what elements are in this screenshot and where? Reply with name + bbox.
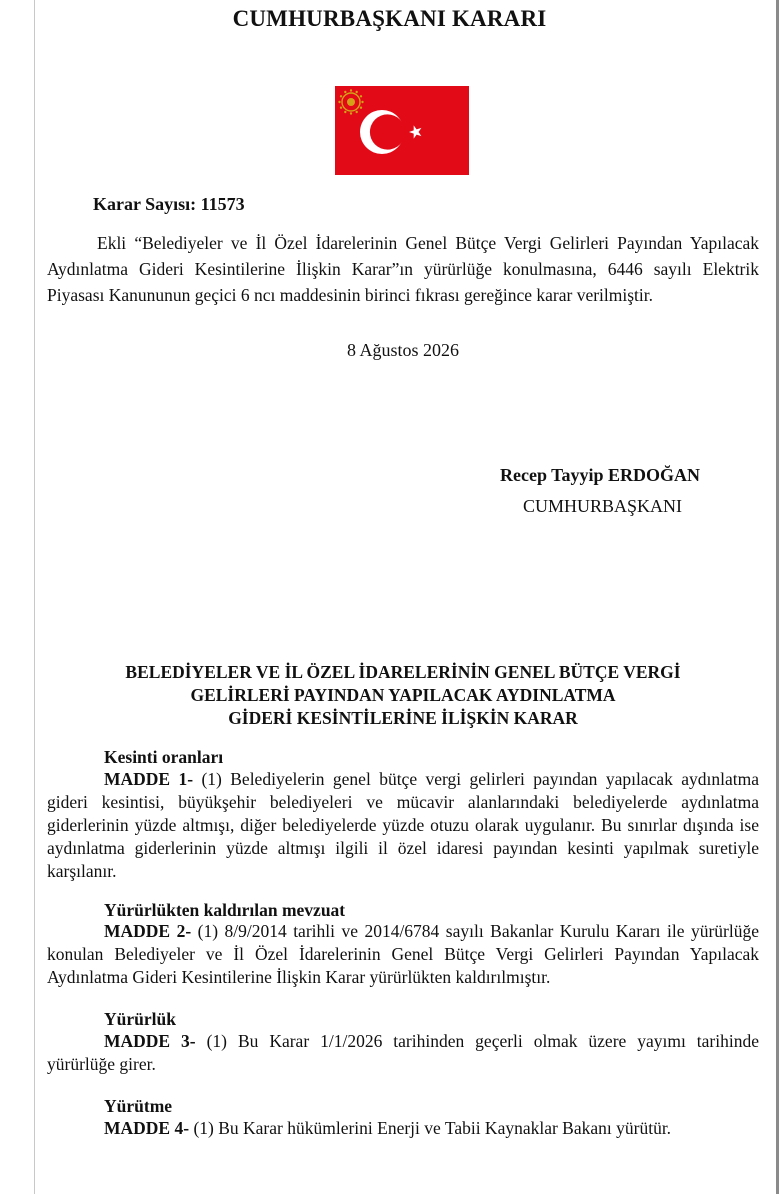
page-edge-left <box>34 0 35 1194</box>
article-text: (1) Belediyelerin genel bütçe vergi gelirleri payından yapılacak aydınlatma gideri kesintisi, büyükşehir belediyeleri ve mücavir alanlarındaki belediyelerde aydınlatma giderlerinin yüzde altmışı, diğer belediyelerde yüzde otuzu olarak uygulanır. Bu sınırlar dışında ise aydınlatma giderlerinin yüzde altmışı ilgili il özel idaresi payından kesinti yapılmak suretiyle karşılanır. <box>47 769 760 881</box>
article-heading: Kesinti oranları <box>104 747 224 767</box>
article-heading: Yürürlükten kaldırılan mevzuat <box>104 900 346 920</box>
article-body <box>47 920 759 989</box>
article-label: MADDE 3- <box>104 1031 196 1051</box>
decree-title-line: BELEDİYELER VE İL ÖZEL İDARELERİNİN GENEL BÜTÇE VERGİ <box>125 662 681 682</box>
decree-title-line: GELİRLERİ PAYINDAN YAPILACAK AYDINLATMA <box>190 685 616 705</box>
article-label: MADDE 4- <box>104 1118 190 1138</box>
document-title: CUMHURBAŞKANI KARARI <box>232 6 547 31</box>
article-body <box>47 1030 759 1076</box>
signatory-title: CUMHURBAŞKANI <box>523 496 683 516</box>
article-heading: Yürütme <box>104 1096 173 1116</box>
decree-title-line: GİDERİ KESİNTİLERİNE İLİŞKİN KARAR <box>228 708 578 728</box>
article-text: (1) Bu Karar 1/1/2026 tarihinden geçerli olmak üzere yayımı tarihinde yürürlüğe girer. <box>47 1031 759 1074</box>
article-body <box>47 768 759 883</box>
signatory-name: Recep Tayyip ERDOĞAN <box>500 465 701 485</box>
decree-title <box>0 661 779 730</box>
intro-paragraph: Ekli “Belediyeler ve İl Özel İdarelerinin Genel Bütçe Vergi Gelirleri Payından Yapılacak Aydınlatma Gideri Kesintilerine İlişkin Karar”ın yürürlüğe konulmasına, 6446 sayılı Elektrik Piyasası Kanununun geçici 6 ncı maddesinin birinci fıkrası gereğince karar verilmiştir. <box>47 233 759 305</box>
article-text: (1) Bu Karar hükümlerini Enerji ve Tabii Kaynaklar Bakanı yürütür. <box>189 1118 672 1138</box>
article-label: MADDE 1- <box>104 769 194 789</box>
article-text: (1) 8/9/2014 tarihli ve 2014/6784 sayılı Bakanlar Kurulu Kararı ile yürürlüğe konulan Belediyeler ve İl Özel İdarelerinin Genel Bütçe Vergi Gelirleri Payından Yapılacak Aydınlatma Gideri Kesintilerine İlişkin Karar yürürlükten kaldırılmıştır. <box>47 921 759 987</box>
decision-date: 8 Ağustos 2026 <box>346 340 460 360</box>
turkish-flag-emblem <box>335 86 469 175</box>
article-label: MADDE 2- <box>104 921 192 941</box>
decision-number: Karar Sayısı: 11573 <box>93 194 245 214</box>
article-body <box>47 1117 759 1140</box>
article-heading: Yürürlük <box>104 1009 176 1029</box>
